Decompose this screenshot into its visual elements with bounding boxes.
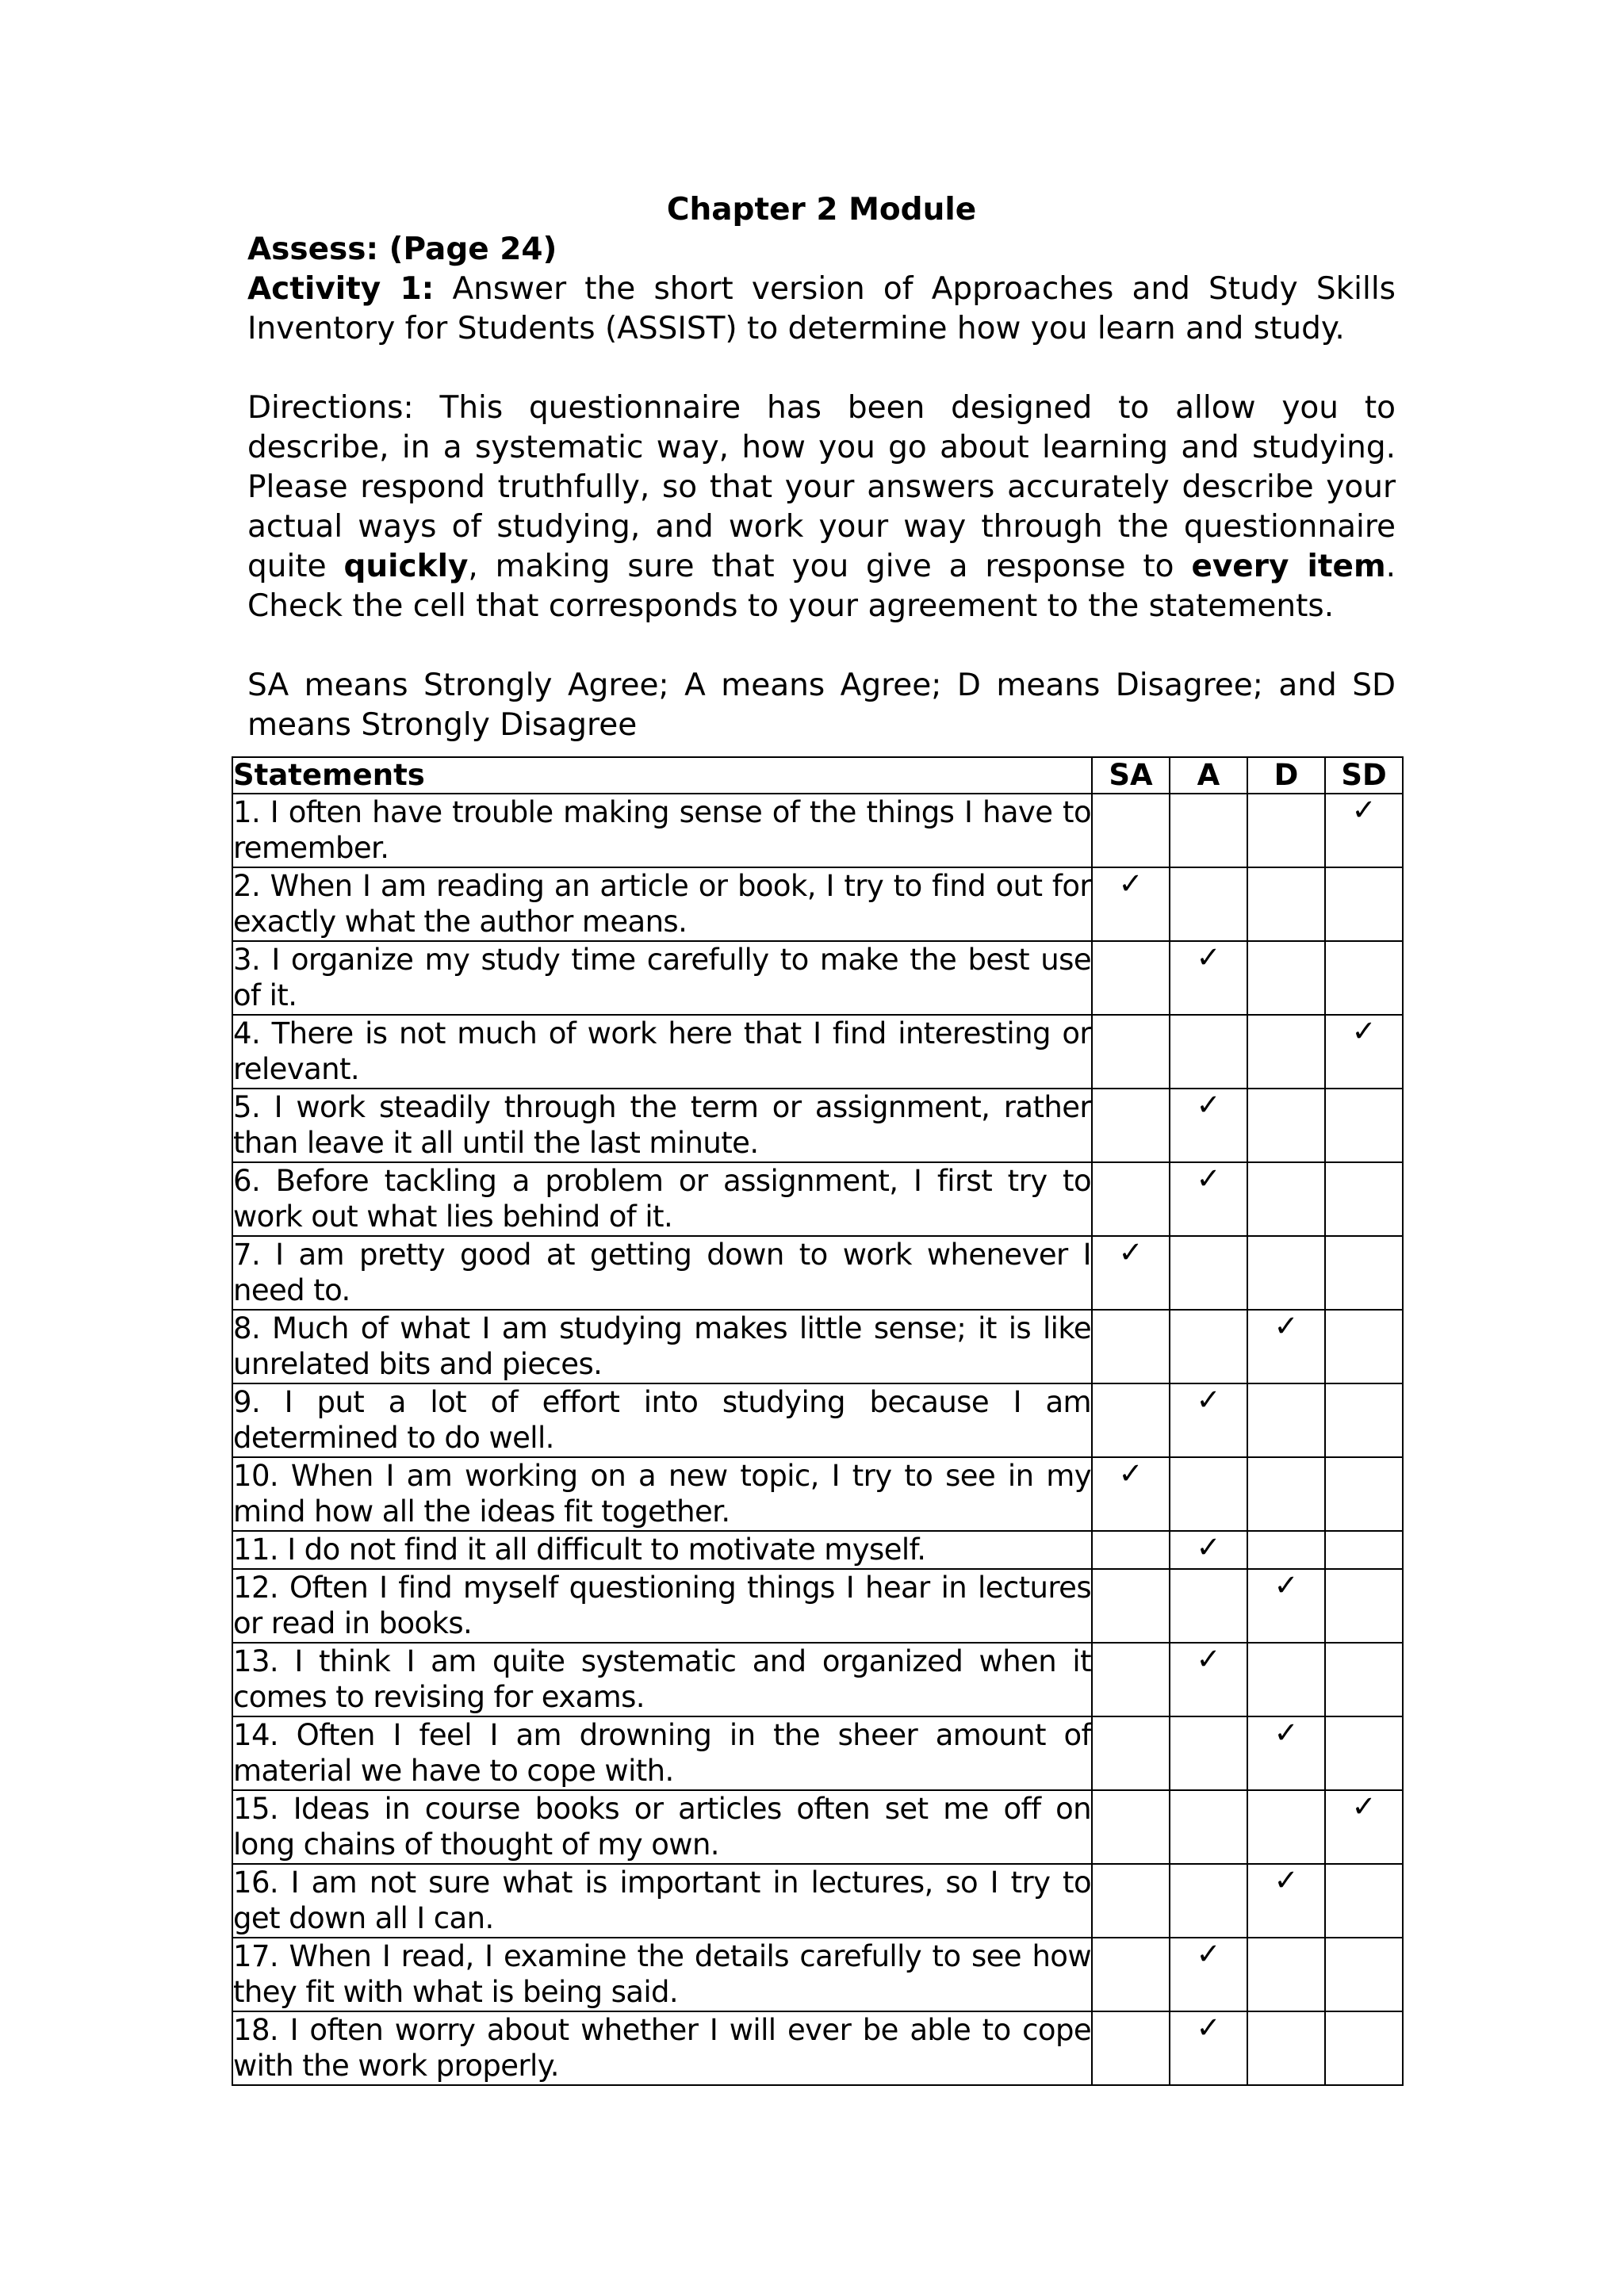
response-cell-sd[interactable]: [1325, 1643, 1403, 1716]
checkmark-icon: ✓: [1351, 1789, 1377, 1823]
response-cell-a[interactable]: [1170, 1864, 1247, 1938]
response-cell-sa[interactable]: [1092, 1310, 1170, 1383]
response-cell-sa[interactable]: [1092, 1790, 1170, 1864]
header-d: D: [1247, 757, 1325, 794]
response-cell-d[interactable]: [1247, 1236, 1325, 1310]
statement-cell: 14. Often I feel I am drowning in the sheer amount of material we have to cope with.: [232, 1716, 1092, 1790]
checkmark-icon: ✓: [1196, 1383, 1221, 1417]
directions-paragraph: [247, 388, 1396, 626]
table-row: [232, 2011, 1403, 2085]
response-cell-d[interactable]: [1247, 1938, 1325, 2011]
statement-cell: 9. I put a lot of effort into studying because I am determined to do well.: [232, 1383, 1092, 1457]
response-cell-a[interactable]: [1170, 1790, 1247, 1864]
statement-cell: 16. I am not sure what is important in lectures, so I try to get down all I can.: [232, 1864, 1092, 1938]
assess-heading: Assess: (Page 24): [247, 232, 557, 267]
response-cell-d[interactable]: [1247, 1089, 1325, 1162]
table-row: [232, 1236, 1403, 1310]
statement-cell: 1. I often have trouble making sense of the things I have to remember.: [232, 794, 1092, 867]
response-cell-sd[interactable]: [1325, 1089, 1403, 1162]
header-sa: SA: [1092, 757, 1170, 794]
response-cell-sd[interactable]: [1325, 794, 1403, 867]
response-cell-sd[interactable]: [1325, 1162, 1403, 1236]
directions-text-2: , making sure that you give a response to: [468, 549, 1192, 584]
checkmark-icon: ✓: [1196, 1642, 1221, 1676]
response-cell-a[interactable]: [1170, 1643, 1247, 1716]
response-cell-d[interactable]: [1247, 1716, 1325, 1790]
table-row: [232, 1162, 1403, 1236]
response-cell-sa[interactable]: [1092, 941, 1170, 1015]
statement-cell: 18. I often worry about whether I will ever be able to cope with the work properly.: [232, 2011, 1092, 2085]
checkmark-icon: ✓: [1196, 1937, 1221, 1971]
response-cell-d[interactable]: [1247, 1162, 1325, 1236]
response-cell-a[interactable]: [1170, 1310, 1247, 1383]
response-cell-sd[interactable]: [1325, 1716, 1403, 1790]
statement-cell: 4. There is not much of work here that I find interesting or relevant.: [232, 1015, 1092, 1089]
response-cell-sa[interactable]: [1092, 2011, 1170, 2085]
statement-cell: 2. When I am reading an article or book, I try to find out for exactly what the author means.: [232, 867, 1092, 941]
response-cell-sd[interactable]: [1325, 941, 1403, 1015]
response-cell-sd[interactable]: [1325, 1790, 1403, 1864]
response-cell-sd[interactable]: [1325, 1015, 1403, 1089]
response-cell-a[interactable]: [1170, 1383, 1247, 1457]
response-cell-sd[interactable]: [1325, 1864, 1403, 1938]
response-cell-a[interactable]: [1170, 1569, 1247, 1643]
table-row: [232, 1383, 1403, 1457]
response-cell-sd[interactable]: [1325, 1457, 1403, 1531]
response-cell-d[interactable]: [1247, 1310, 1325, 1383]
statement-cell: 8. Much of what I am studying makes little sense; it is like unrelated bits and pieces.: [232, 1310, 1092, 1383]
response-cell-sa[interactable]: [1092, 1643, 1170, 1716]
checkmark-icon: ✓: [1196, 1161, 1221, 1196]
document-page: [247, 190, 1396, 745]
statement-cell: 10. When I am working on a new topic, I try to see in my mind how all the ideas fit together.: [232, 1457, 1092, 1531]
checkmark-icon: ✓: [1274, 1716, 1299, 1750]
table-row: [232, 1864, 1403, 1938]
response-cell-d[interactable]: [1247, 1790, 1325, 1864]
header-statements: Statements: [232, 757, 1092, 794]
checkmark-icon: ✓: [1351, 793, 1377, 827]
table-row: [232, 867, 1403, 941]
statement-cell: 6. Before tackling a problem or assignment, I first try to work out what lies behind of it.: [232, 1162, 1092, 1236]
response-cell-a[interactable]: [1170, 1457, 1247, 1531]
table-row: [232, 1716, 1403, 1790]
response-cell-d[interactable]: [1247, 1457, 1325, 1531]
statement-cell: 11. I do not find it all difficult to motivate myself.: [232, 1531, 1092, 1569]
directions-text-1: Directions: This questionnaire has been designed to allow you to describe, in a systematic way, how you go about learning and studying. Please respond truthfully, so that your answers accurately describe your actual ways of studying, and work your way through the questionnaire quite: [247, 390, 1396, 584]
response-cell-a[interactable]: [1170, 1236, 1247, 1310]
table-row: [232, 1938, 1403, 2011]
checkmark-icon: ✓: [1118, 1456, 1143, 1490]
response-cell-d[interactable]: [1247, 2011, 1325, 2085]
activity-text: Answer the short version of Approaches and Study Skills Inventory for Students (ASSIST) to determine how you learn and study.: [247, 271, 1396, 346]
statement-cell: 5. I work steadily through the term or assignment, rather than leave it all until the last minute.: [232, 1089, 1092, 1162]
activity-paragraph: [247, 270, 1396, 349]
page-title: Chapter 2 Module: [666, 192, 977, 228]
response-cell-a[interactable]: [1170, 1162, 1247, 1236]
table-row: [232, 1569, 1403, 1643]
statement-cell: 7. I am pretty good at getting down to work whenever I need to.: [232, 1236, 1092, 1310]
response-cell-a[interactable]: [1170, 1716, 1247, 1790]
checkmark-icon: ✓: [1274, 1309, 1299, 1343]
legend-paragraph: SA means Strongly Agree; A means Agree; D means Disagree; and SD means Strongly Disagree: [247, 668, 1396, 743]
directions-bold-quickly: quickly: [343, 549, 469, 584]
table-row: [232, 1531, 1403, 1569]
table-row: [232, 1310, 1403, 1383]
directions-text-3: . Check the cell that corresponds to your agreement to the statements.: [247, 549, 1396, 624]
response-cell-sd[interactable]: [1325, 2011, 1403, 2085]
statement-cell: 13. I think I am quite systematic and organized when it comes to revising for exams.: [232, 1643, 1092, 1716]
checkmark-icon: ✓: [1196, 1088, 1221, 1122]
table-body: [232, 794, 1403, 2085]
response-cell-d[interactable]: [1247, 941, 1325, 1015]
checkmark-icon: ✓: [1274, 1863, 1299, 1897]
response-cell-sa[interactable]: [1092, 1569, 1170, 1643]
response-cell-d[interactable]: [1247, 1015, 1325, 1089]
table-row: [232, 1015, 1403, 1089]
statement-cell: 17. When I read, I examine the details carefully to see how they fit with what is being said.: [232, 1938, 1092, 2011]
response-cell-d[interactable]: [1247, 794, 1325, 867]
statement-cell: 12. Often I find myself questioning things I hear in lectures or read in books.: [232, 1569, 1092, 1643]
table-row: [232, 794, 1403, 867]
response-cell-sd[interactable]: [1325, 1569, 1403, 1643]
response-cell-a[interactable]: [1170, 867, 1247, 941]
checkmark-icon: ✓: [1274, 1568, 1299, 1602]
statement-cell: 3. I organize my study time carefully to make the best use of it.: [232, 941, 1092, 1015]
response-cell-d[interactable]: [1247, 867, 1325, 941]
response-cell-sd[interactable]: [1325, 867, 1403, 941]
response-cell-sa[interactable]: [1092, 1236, 1170, 1310]
header-sd: SD: [1325, 757, 1403, 794]
table-row: [232, 941, 1403, 1015]
checkmark-icon: ✓: [1196, 1530, 1221, 1564]
response-cell-sa[interactable]: [1092, 1089, 1170, 1162]
table-row: [232, 1089, 1403, 1162]
response-cell-sa[interactable]: [1092, 794, 1170, 867]
statement-cell: 15. Ideas in course books or articles often set me off on long chains of thought of my own.: [232, 1790, 1092, 1864]
activity-label: Activity 1:: [247, 271, 435, 307]
response-cell-d[interactable]: [1247, 1864, 1325, 1938]
response-cell-sd[interactable]: [1325, 1236, 1403, 1310]
table-row: [232, 1790, 1403, 1864]
response-cell-sd[interactable]: [1325, 1938, 1403, 2011]
checkmark-icon: ✓: [1118, 1235, 1143, 1269]
response-cell-a[interactable]: [1170, 1089, 1247, 1162]
response-cell-sd[interactable]: [1325, 1531, 1403, 1569]
table-row: [232, 1643, 1403, 1716]
response-cell-sa[interactable]: [1092, 1383, 1170, 1457]
response-cell-sd[interactable]: [1325, 1310, 1403, 1383]
response-cell-sa[interactable]: [1092, 1938, 1170, 2011]
response-cell-sa[interactable]: [1092, 1457, 1170, 1531]
response-cell-sa[interactable]: [1092, 1864, 1170, 1938]
response-cell-a[interactable]: [1170, 2011, 1247, 2085]
table-header-row: [232, 757, 1403, 794]
checkmark-icon: ✓: [1351, 1014, 1377, 1048]
response-cell-d[interactable]: [1247, 1643, 1325, 1716]
response-cell-d[interactable]: [1247, 1569, 1325, 1643]
response-cell-sd[interactable]: [1325, 1383, 1403, 1457]
checkmark-icon: ✓: [1118, 867, 1143, 901]
table-row: [232, 1457, 1403, 1531]
assist-inventory-table: [232, 756, 1404, 2086]
response-cell-d[interactable]: [1247, 1383, 1325, 1457]
response-cell-a[interactable]: [1170, 941, 1247, 1015]
response-cell-sa[interactable]: [1092, 1162, 1170, 1236]
response-cell-a[interactable]: [1170, 1015, 1247, 1089]
checkmark-icon: ✓: [1196, 940, 1221, 974]
response-cell-sa[interactable]: [1092, 867, 1170, 941]
response-cell-a[interactable]: [1170, 1531, 1247, 1569]
directions-bold-every-item: every item: [1191, 549, 1386, 584]
response-cell-a[interactable]: [1170, 794, 1247, 867]
response-cell-sa[interactable]: [1092, 1015, 1170, 1089]
response-cell-a[interactable]: [1170, 1938, 1247, 2011]
checkmark-icon: ✓: [1196, 2011, 1221, 2045]
header-a: A: [1170, 757, 1247, 794]
response-cell-sa[interactable]: [1092, 1531, 1170, 1569]
response-cell-d[interactable]: [1247, 1531, 1325, 1569]
response-cell-sa[interactable]: [1092, 1716, 1170, 1790]
